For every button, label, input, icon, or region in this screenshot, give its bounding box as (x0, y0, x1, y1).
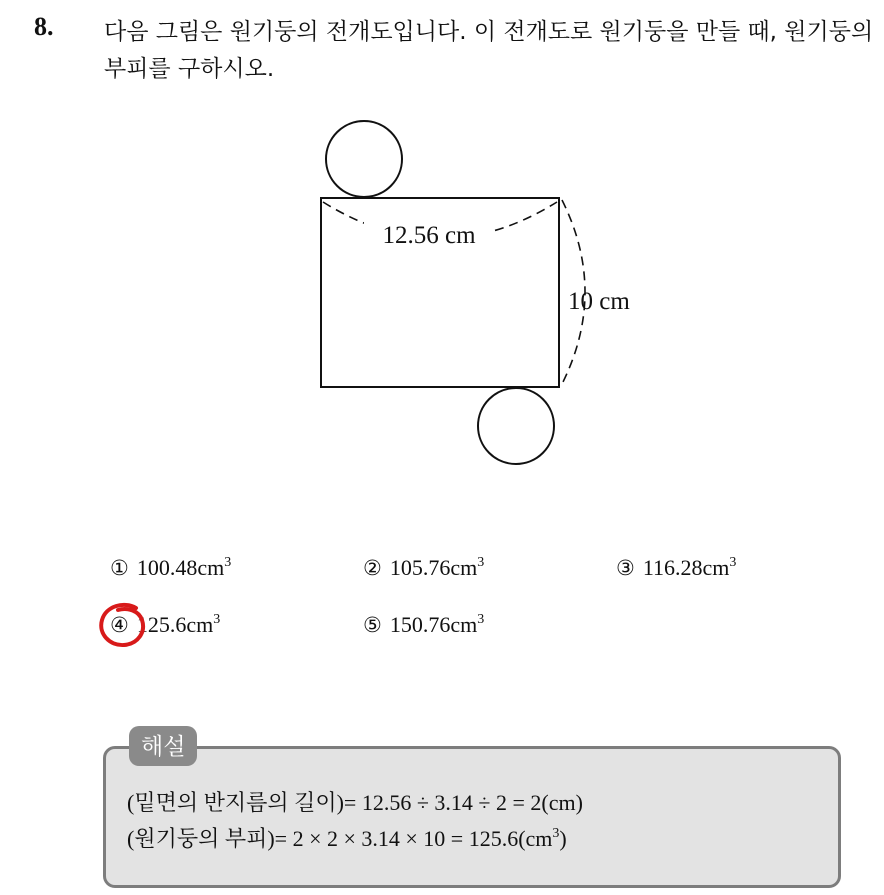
choice-2-mark: ② (363, 556, 382, 580)
solution-line-2-text: (원기둥의 부피)= 2 × 2 × 3.14 × 10 = 125.6(cm (127, 826, 553, 851)
answer-circle-stroke (101, 605, 143, 645)
choice-4-value: 125.6cm (136, 612, 214, 637)
choice-1-mark: ① (110, 556, 129, 580)
question-text: 다음 그림은 원기둥의 전개도입니다. 이 전개도로 원기둥을 만들 때, 원기둥의 부피를 구하시오. (104, 19, 874, 82)
question-number: 8. (34, 12, 54, 41)
solution-line-2-exponent: 3 (552, 826, 560, 841)
choice-1-value: 100.48cm (136, 555, 225, 580)
choice-3-mark: ③ (616, 556, 635, 580)
bottom-base-circle (478, 388, 554, 464)
choice-3-value: 116.28cm (642, 555, 730, 580)
choice-2[interactable] (363, 555, 484, 581)
solution-tag: 해설 (129, 726, 197, 766)
answer-circle-mark (96, 600, 152, 652)
solution-line-1: (밑면의 반지름의 길이)= 12.56 ÷ 3.14 ÷ 2 = 2(cm) (127, 790, 583, 815)
height-label: 10 cm (568, 288, 630, 315)
choice-5-mark: ⑤ (363, 613, 382, 637)
choice-3-exponent: 3 (729, 555, 737, 570)
choice-2-exponent: 3 (477, 555, 485, 570)
solution-box (103, 746, 841, 888)
choice-1-exponent: 3 (224, 555, 232, 570)
choice-5[interactable] (363, 612, 484, 638)
width-label: 12.56 cm (382, 222, 476, 249)
choice-4-mark: ④ (110, 613, 129, 637)
choice-2-value: 105.76cm (389, 555, 478, 580)
choice-1[interactable] (110, 555, 231, 581)
choice-5-value: 150.76cm (389, 612, 478, 637)
choice-3[interactable] (616, 555, 736, 581)
solution-line-2-tail: ) (559, 826, 567, 851)
solution-line-2 (127, 822, 567, 853)
choice-5-exponent: 3 (477, 612, 485, 627)
choice-4-exponent: 3 (213, 612, 221, 627)
top-base-circle (326, 121, 402, 197)
